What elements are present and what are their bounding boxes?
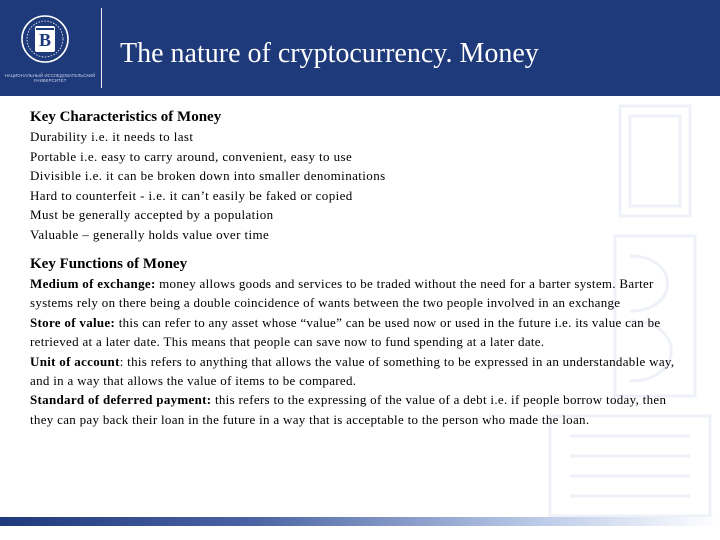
header-divider (101, 8, 102, 88)
list-item: Portable i.e. easy to carry around, convenient, easy to use (30, 148, 353, 164)
slide-title: The nature of cryptocurrency. Money (120, 38, 539, 69)
function-term-deferred-payment: Standard of deferred payment: (30, 392, 212, 408)
characteristics-list (30, 127, 680, 244)
slide-content (30, 107, 680, 429)
list-item: Hard to counterfeit - i.e. it can’t easily be faked or copied (30, 187, 353, 203)
header-bar (0, 0, 720, 96)
function-text-medium-of-exchange: money allows goods and services to be traded without the need for a barter system. Barter systems rely on there being a double coincidence of wants between the two people involved in an exchange (30, 276, 654, 311)
functions-paragraph (30, 274, 680, 429)
characteristics-heading: Key Characteristics of Money (30, 109, 222, 125)
university-logo (0, 0, 100, 96)
function-term-store-of-value: Store of value: (30, 314, 116, 330)
functions-heading: Key Functions of Money (30, 256, 188, 272)
svg-text:В: В (38, 30, 52, 50)
function-text-store-of-value: this can refer to any asset whose “value” can be used now or used in the future i.e. its value can be retrieved at a later date. This means that people can save now to fund spending at a later date. (30, 314, 661, 350)
function-text-deferred-payment: this refers to the expressing of the value of a debt i.e. if people borrow today, then they can pay back their loan in the future in a way that is acceptable to the person who made the loan. (30, 392, 667, 427)
list-item: Valuable – generally holds value over time (30, 226, 270, 242)
list-item: Durability i.e. it needs to last (30, 129, 194, 144)
logo-caption: НАЦИОНАЛЬНЫЙ ИССЛЕДОВАТЕЛЬСКИЙ УНИВЕРСИТЕТ (4, 73, 96, 83)
list-item: Divisible i.e. it can be broken down into smaller denominations (30, 168, 386, 183)
function-text-unit-of-account: : this refers to anything that allows the value of something to be expressed in an understandable way, and in a way that allows the value of items to be compared. (30, 353, 675, 389)
list-item: Must be generally accepted by a population (30, 207, 274, 222)
function-term-unit-of-account: Unit of account (30, 353, 120, 369)
footer-gradient-bar (0, 517, 720, 526)
university-emblem-icon (20, 14, 70, 64)
function-term-medium-of-exchange: Medium of exchange: (30, 276, 156, 291)
